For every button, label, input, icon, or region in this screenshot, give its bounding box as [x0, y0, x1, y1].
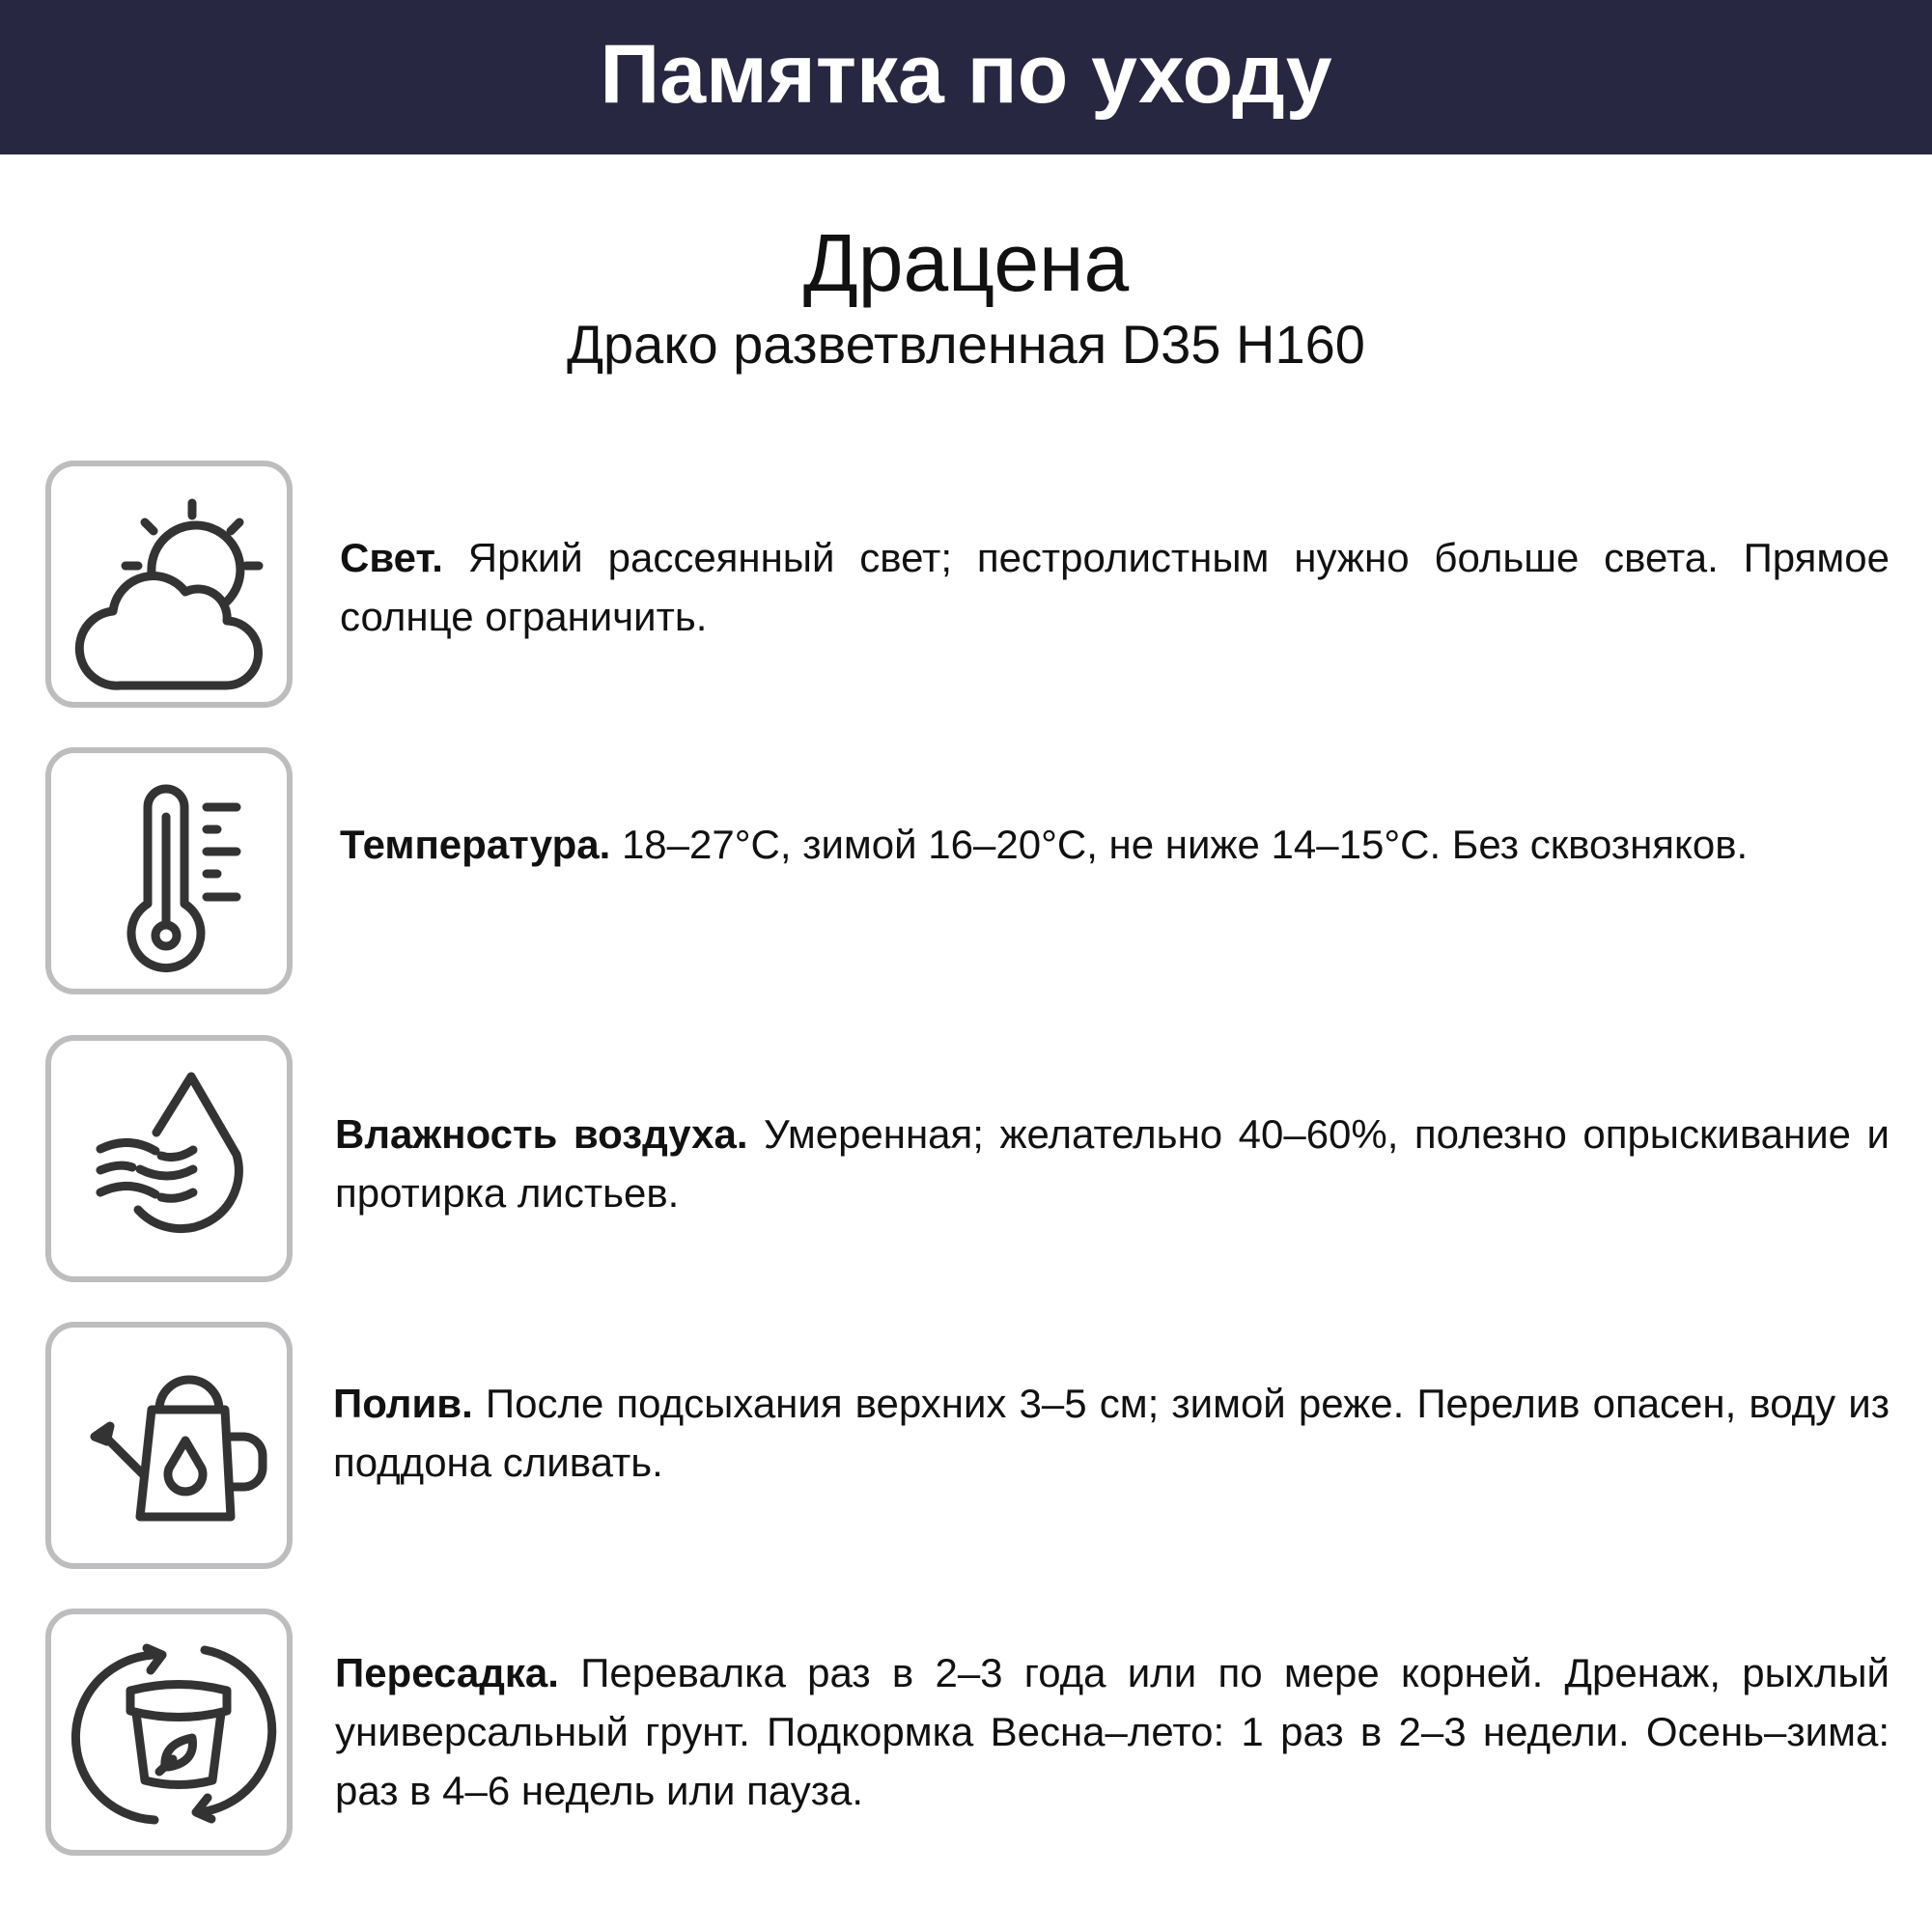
- header-banner: [0, 0, 1932, 154]
- plant-title-block: [0, 214, 1932, 378]
- watering-can-icon: [45, 1322, 293, 1569]
- thermometer-icon: [45, 747, 293, 994]
- care-title-repotting: Пересадка.: [335, 1650, 559, 1695]
- page-title: Памятка по уходу: [600, 27, 1332, 121]
- care-title-watering: Полив.: [333, 1381, 473, 1426]
- care-item-light: [45, 461, 1890, 708]
- care-text-repotting: Пересадка. Перевалка раз в 2–3 года или по мере корней. Дренаж, рыхлый универсальный грунт. Подкормка Весна–лето: 1 раз в 2–3 недели. Осень–зима: раз в 4–6 недель или пауза.: [335, 1650, 1890, 1813]
- care-text-temperature: Температура. 18–27°C, зимой 16–20°C, не ниже 14–15°C. Без сквозняков.: [340, 822, 1749, 867]
- care-text-humidity: Влажность воздуха. Умеренная; желательно 40–60%, полезно опрыскивание и протирка листьев.: [335, 1111, 1890, 1216]
- care-title-light: Свет.: [340, 535, 443, 580]
- humidity-drop-icon: [45, 1035, 293, 1282]
- care-item-humidity: [45, 1035, 1890, 1282]
- sun-cloud-icon: [45, 461, 293, 708]
- plant-name: Драцена: [802, 217, 1130, 308]
- plant-variant: Драко разветвленная D35 H160: [567, 314, 1365, 375]
- care-title-humidity: Влажность воздуха.: [335, 1111, 748, 1157]
- care-item-watering: [45, 1322, 1890, 1569]
- care-text-light: Свет. Яркий рассеянный свет; пестролистным нужно больше света. Прямое солнце ограничить.: [340, 535, 1890, 639]
- repot-plant-icon: [45, 1609, 293, 1856]
- care-text-watering: Полив. После подсыхания верхних 3–5 см; зимой реже. Перелив опасен, воду из поддона сливать.: [333, 1381, 1890, 1485]
- care-item-temperature: [45, 747, 1890, 994]
- care-item-repotting: [45, 1609, 1890, 1856]
- care-title-temperature: Температура.: [340, 822, 611, 867]
